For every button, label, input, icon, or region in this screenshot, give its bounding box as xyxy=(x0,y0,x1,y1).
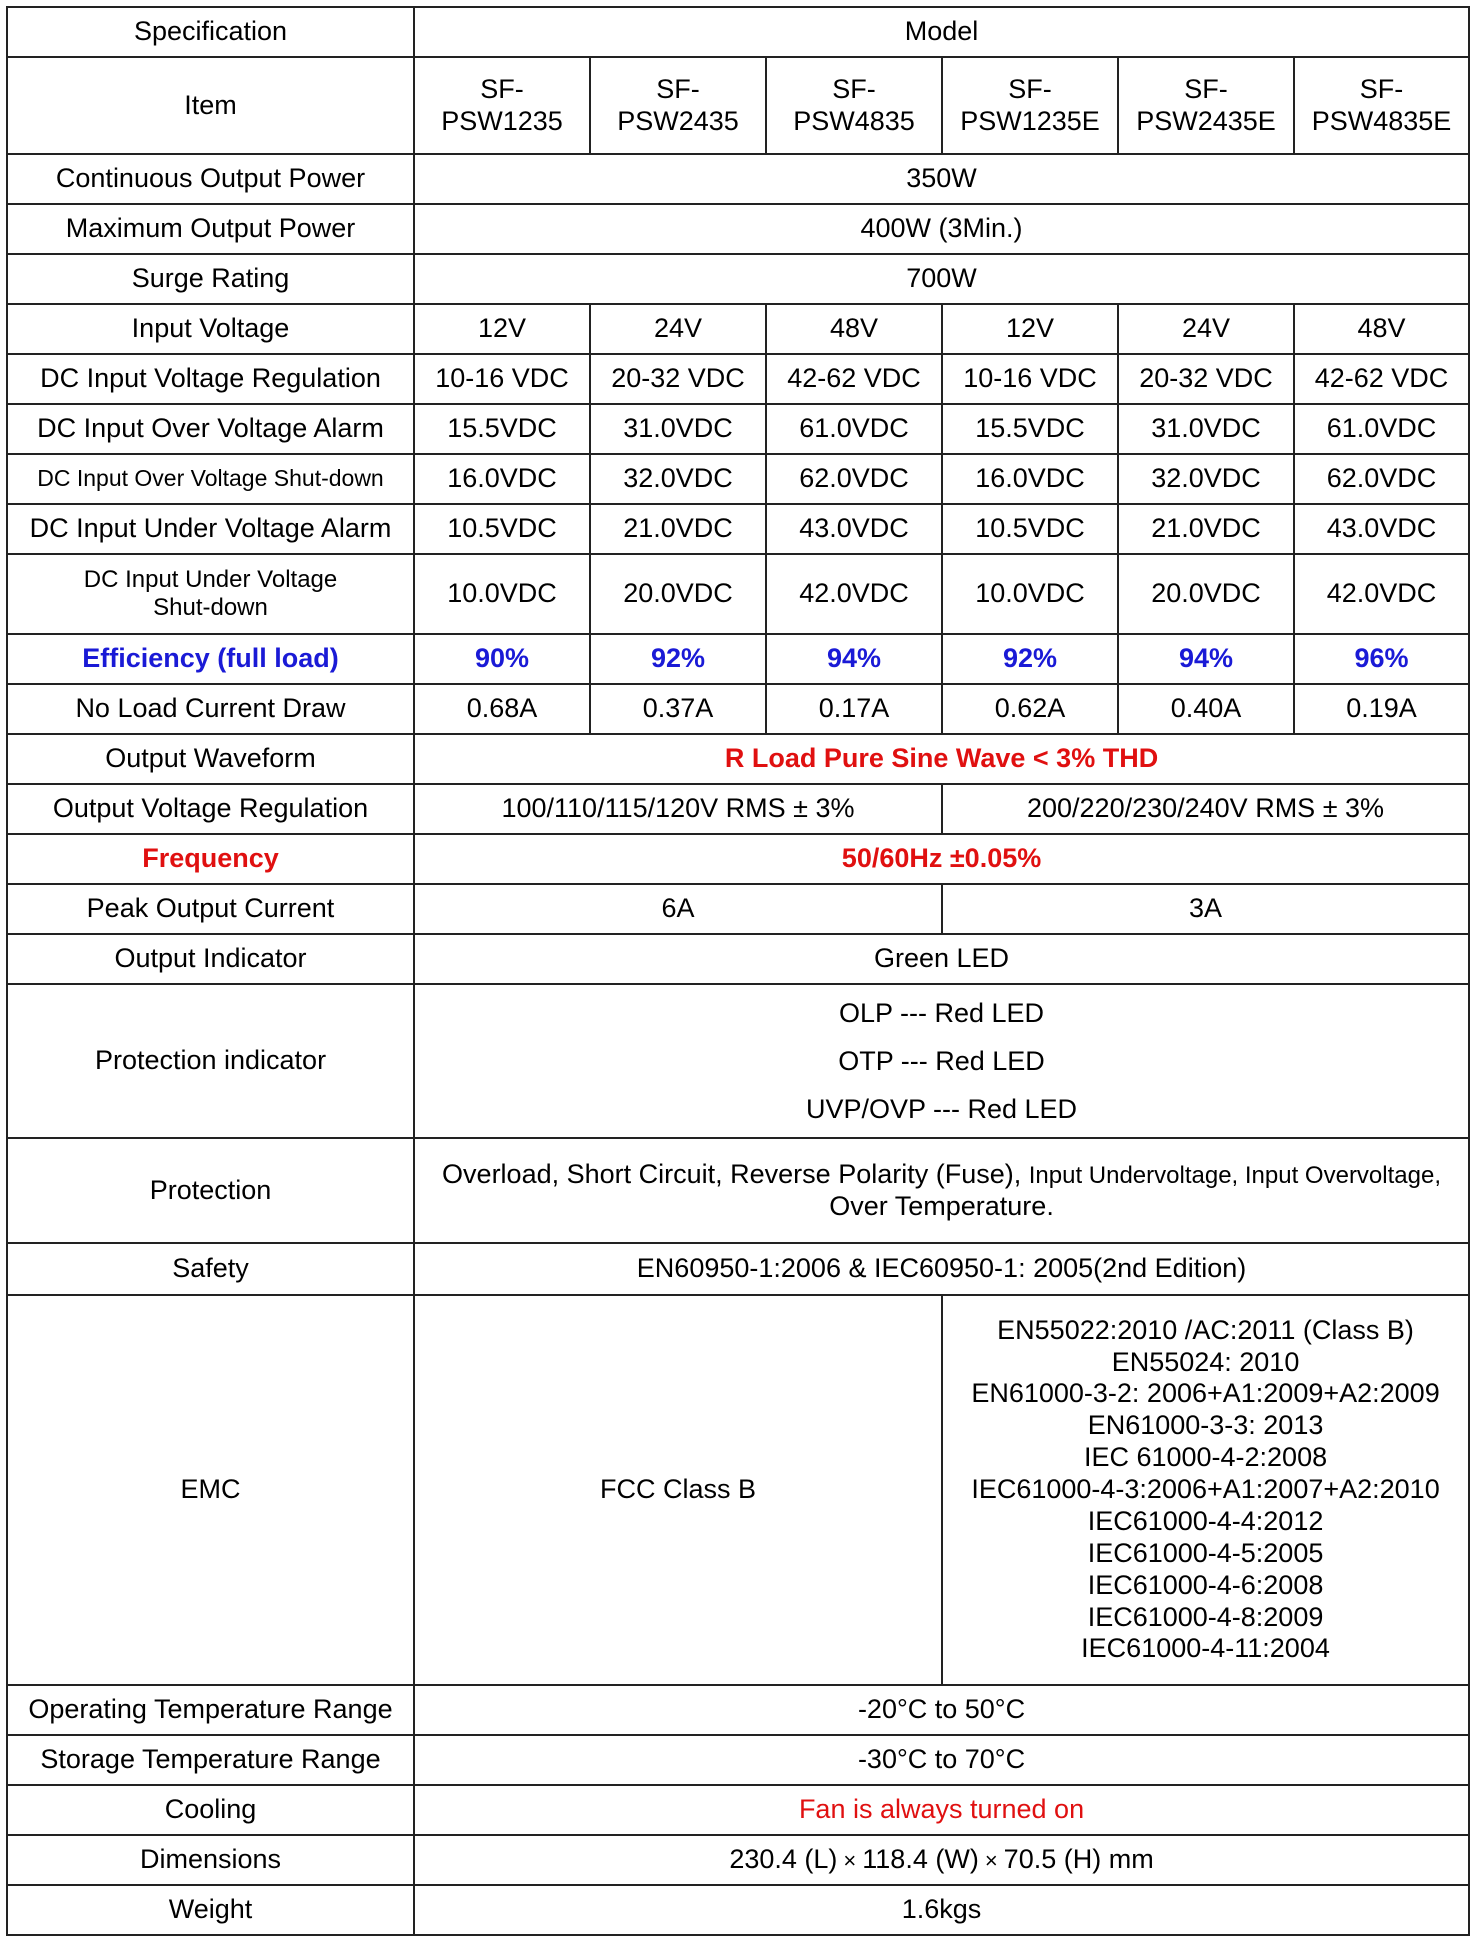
spec-label: DC Input Over Voltage Alarm xyxy=(7,404,414,454)
spec-label: Storage Temperature Range xyxy=(7,1735,414,1785)
spec-value: 61.0VDC xyxy=(1294,404,1469,454)
spec-value: 16.0VDC xyxy=(942,454,1118,504)
spec-value: 42.0VDC xyxy=(1294,554,1469,634)
spec-value: 0.17A xyxy=(766,684,942,734)
spec-label: Operating Temperature Range xyxy=(7,1685,414,1735)
table-row xyxy=(7,834,1469,884)
spec-label: No Load Current Draw xyxy=(7,684,414,734)
emc-standard: EN61000-3-3: 2013 xyxy=(1087,1410,1324,1441)
spec-value: 32.0VDC xyxy=(1118,454,1294,504)
spec-value: 50/60Hz ±0.05% xyxy=(414,834,1469,884)
spec-value: 24V xyxy=(590,304,766,354)
spec-value: 10.5VDC xyxy=(414,504,590,554)
spec-label: DC Input Over Voltage Shut-down xyxy=(7,454,414,504)
model-name: SF- PSW2435E xyxy=(1118,57,1294,154)
model-header: Model xyxy=(414,7,1469,57)
spec-value xyxy=(414,1835,1469,1885)
spec-label: Dimensions xyxy=(7,1835,414,1885)
spec-label: Output Waveform xyxy=(7,734,414,784)
spec-value: 21.0VDC xyxy=(1118,504,1294,554)
dimension-height: 70.5 (H) mm xyxy=(1003,1844,1154,1875)
protection-indicator-line: UVP/OVP --- Red LED xyxy=(805,1094,1078,1124)
spec-value: 10-16 VDC xyxy=(942,354,1118,404)
spec-value: 0.68A xyxy=(414,684,590,734)
table-row xyxy=(7,154,1469,204)
spec-value: 24V xyxy=(1118,304,1294,354)
spec-value: 12V xyxy=(942,304,1118,354)
spec-value: 32.0VDC xyxy=(590,454,766,504)
spec-value: 61.0VDC xyxy=(766,404,942,454)
spec-label: Safety xyxy=(7,1243,414,1295)
spec-value: Overload, Short Circuit, Reverse Polarity (Fuse), Input Undervoltage, Input Overvoltage, Over Temperature. xyxy=(414,1138,1469,1243)
table-row xyxy=(7,1685,1469,1735)
spec-label: EMC xyxy=(7,1295,414,1685)
spec-value: 100/110/115/120V RMS ± 3% xyxy=(414,784,942,834)
spec-label: Maximum Output Power xyxy=(7,204,414,254)
emc-standard: IEC61000-4-3:2006+A1:2007+A2:2010 xyxy=(971,1474,1440,1505)
spec-value: 48V xyxy=(766,304,942,354)
spec-value: FCC Class B xyxy=(414,1295,942,1685)
table-row xyxy=(7,554,1469,634)
spec-value: 200/220/230/240V RMS ± 3% xyxy=(942,784,1469,834)
table-row xyxy=(7,1295,1469,1685)
model-name: SF- PSW4835 xyxy=(766,57,942,154)
spec-value: EN60950-1:2006 & IEC60950-1: 2005(2nd Edition) xyxy=(414,1243,1469,1295)
emc-standard: IEC61000-4-8:2009 xyxy=(1087,1601,1324,1632)
spec-value: 15.5VDC xyxy=(414,404,590,454)
spec-value: 20.0VDC xyxy=(590,554,766,634)
spec-value: 700W xyxy=(414,254,1469,304)
spec-label: Cooling xyxy=(7,1785,414,1835)
table-row xyxy=(7,884,1469,934)
spec-value: 92% xyxy=(942,634,1118,684)
table-row xyxy=(7,984,1469,1138)
table-row xyxy=(7,684,1469,734)
spec-value: 94% xyxy=(1118,634,1294,684)
table-row xyxy=(7,1138,1469,1243)
spec-value: 20-32 VDC xyxy=(590,354,766,404)
emc-standard: IEC 61000-4-2:2008 xyxy=(1083,1442,1328,1473)
emc-standard: IEC61000-4-11:2004 xyxy=(1081,1633,1330,1664)
spec-value: Green LED xyxy=(414,934,1469,984)
spec-value: 43.0VDC xyxy=(1294,504,1469,554)
spec-label: Protection indicator xyxy=(7,984,414,1138)
table-row xyxy=(7,634,1469,684)
table-row xyxy=(7,404,1469,454)
specification-header: Specification xyxy=(7,7,414,57)
specification-table xyxy=(6,6,1470,1936)
dimension-length: 230.4 (L) xyxy=(729,1844,838,1875)
emc-standard: EN55024: 2010 xyxy=(1111,1346,1300,1377)
spec-value: 43.0VDC xyxy=(766,504,942,554)
times-symbol: × xyxy=(843,1848,857,1874)
table-row xyxy=(7,504,1469,554)
spec-label: DC Input Under Voltage Alarm xyxy=(7,504,414,554)
spec-value: 15.5VDC xyxy=(942,404,1118,454)
emc-standard: IEC61000-4-4:2012 xyxy=(1087,1505,1324,1536)
spec-value: 10.5VDC xyxy=(942,504,1118,554)
table-row xyxy=(7,1835,1469,1885)
spec-value: 0.19A xyxy=(1294,684,1469,734)
spec-label: Protection xyxy=(7,1138,414,1243)
spec-value: 350W xyxy=(414,154,1469,204)
spec-value: 94% xyxy=(766,634,942,684)
spec-value: 96% xyxy=(1294,634,1469,684)
table-row xyxy=(7,57,1469,154)
times-symbol: × xyxy=(984,1848,998,1874)
table-row xyxy=(7,7,1469,57)
model-name: SF- PSW1235E xyxy=(942,57,1118,154)
spec-label: Surge Rating xyxy=(7,254,414,304)
spec-label: Output Voltage Regulation xyxy=(7,784,414,834)
spec-value: 42-62 VDC xyxy=(1294,354,1469,404)
spec-value: 0.62A xyxy=(942,684,1118,734)
table-row xyxy=(7,1785,1469,1835)
table-row xyxy=(7,734,1469,784)
spec-value: 21.0VDC xyxy=(590,504,766,554)
model-name: SF- PSW4835E xyxy=(1294,57,1469,154)
spec-value xyxy=(414,984,1469,1138)
spec-value: 31.0VDC xyxy=(590,404,766,454)
table-row xyxy=(7,784,1469,834)
emc-standard: IEC61000-4-6:2008 xyxy=(1087,1569,1324,1600)
spec-label: Continuous Output Power xyxy=(7,154,414,204)
spec-value: 48V xyxy=(1294,304,1469,354)
table-row xyxy=(7,204,1469,254)
spec-value: -30°C to 70°C xyxy=(414,1735,1469,1785)
table-row xyxy=(7,934,1469,984)
spec-value: 90% xyxy=(414,634,590,684)
table-row xyxy=(7,1243,1469,1295)
spec-value: 62.0VDC xyxy=(1294,454,1469,504)
table-row xyxy=(7,254,1469,304)
spec-value: 400W (3Min.) xyxy=(414,204,1469,254)
spec-value: Fan is always turned on xyxy=(414,1785,1469,1835)
spec-value: 0.40A xyxy=(1118,684,1294,734)
table-row xyxy=(7,1735,1469,1785)
spec-label: Peak Output Current xyxy=(7,884,414,934)
spec-value: 20-32 VDC xyxy=(1118,354,1294,404)
dimension-width: 118.4 (W) xyxy=(862,1844,979,1875)
spec-value: 10-16 VDC xyxy=(414,354,590,404)
spec-value: 20.0VDC xyxy=(1118,554,1294,634)
spec-label: DC Input Under Voltage Shut-down xyxy=(7,554,414,634)
table-row xyxy=(7,354,1469,404)
model-name: SF- PSW1235 xyxy=(414,57,590,154)
table-row xyxy=(7,1885,1469,1935)
model-name: SF- PSW2435 xyxy=(590,57,766,154)
spec-value: 0.37A xyxy=(590,684,766,734)
spec-value: 42-62 VDC xyxy=(766,354,942,404)
spec-value: R Load Pure Sine Wave < 3% THD xyxy=(414,734,1469,784)
spec-value: 12V xyxy=(414,304,590,354)
item-header: Item xyxy=(7,57,414,154)
protection-indicator-line: OTP --- Red LED xyxy=(838,1046,1045,1076)
spec-value: 42.0VDC xyxy=(766,554,942,634)
emc-standard: IEC61000-4-5:2005 xyxy=(1087,1537,1324,1568)
spec-value: 31.0VDC xyxy=(1118,404,1294,454)
spec-value: 6A xyxy=(414,884,942,934)
spec-value: 92% xyxy=(590,634,766,684)
spec-label: Weight xyxy=(7,1885,414,1935)
emc-standard: EN61000-3-2: 2006+A1:2009+A2:2009 xyxy=(971,1378,1440,1409)
emc-standard: EN55022:2010 /AC:2011 (Class B) xyxy=(997,1314,1414,1345)
spec-value: 10.0VDC xyxy=(414,554,590,634)
table-row xyxy=(7,304,1469,354)
spec-value: 3A xyxy=(942,884,1469,934)
spec-label: DC Input Voltage Regulation xyxy=(7,354,414,404)
spec-label: Frequency xyxy=(7,834,414,884)
spec-value: 10.0VDC xyxy=(942,554,1118,634)
spec-value: 16.0VDC xyxy=(414,454,590,504)
table-row xyxy=(7,454,1469,504)
emc-standards-list xyxy=(942,1295,1469,1685)
spec-label: Input Voltage xyxy=(7,304,414,354)
spec-label: Efficiency (full load) xyxy=(7,634,414,684)
protection-indicator-line: OLP --- Red LED xyxy=(838,998,1045,1028)
spec-value: 62.0VDC xyxy=(766,454,942,504)
spec-value: 1.6kgs xyxy=(414,1885,1469,1935)
spec-value: -20°C to 50°C xyxy=(414,1685,1469,1735)
spec-label: Output Indicator xyxy=(7,934,414,984)
